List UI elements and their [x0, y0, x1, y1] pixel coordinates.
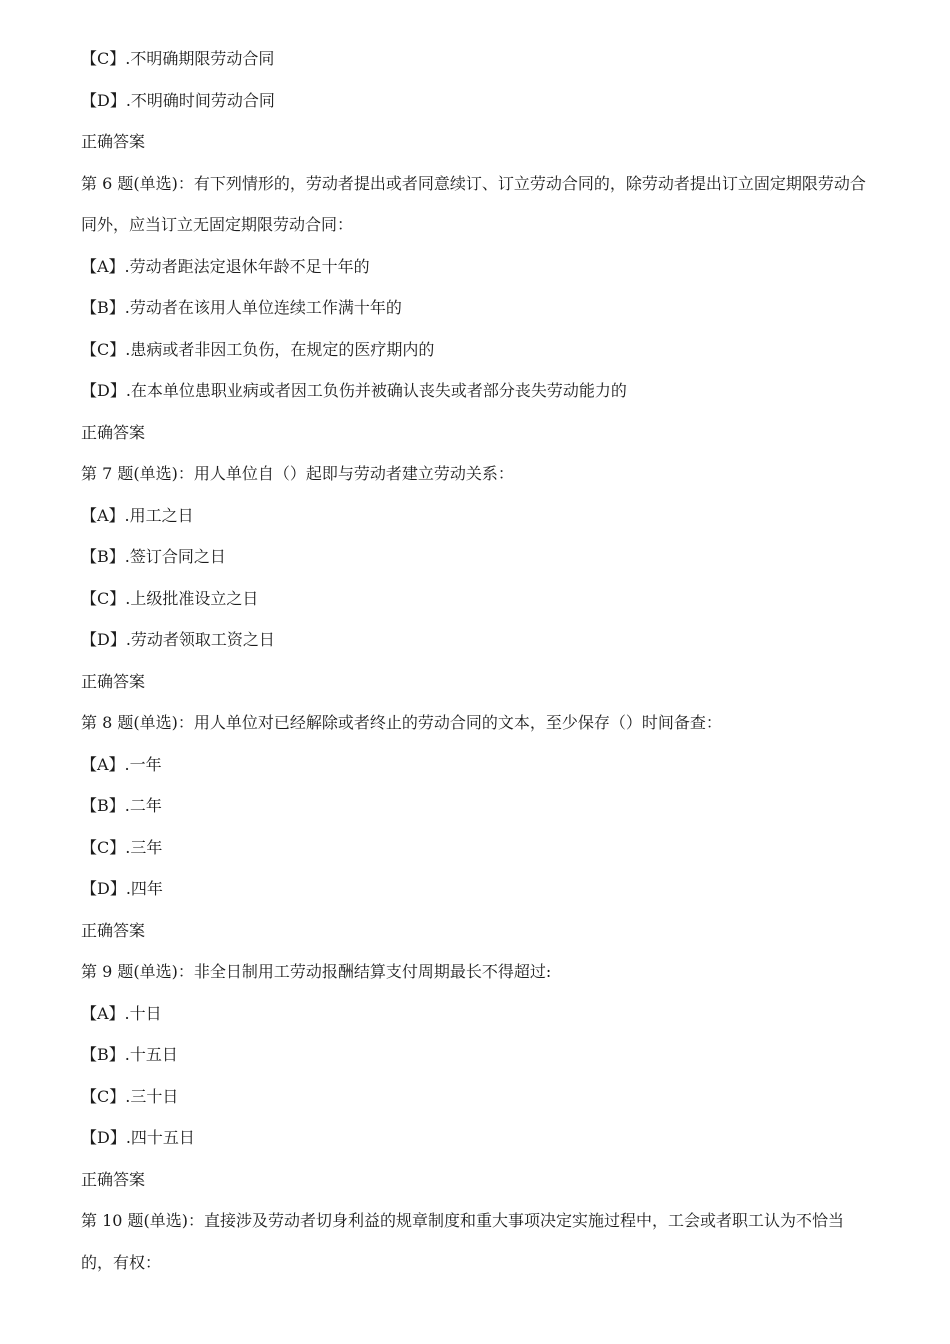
question-6-text: 第 6 题(单选)：有下列情形的，劳动者提出或者同意续订、订立劳动合同的，除劳动者提出订立固定期限劳动合同外，应当订立无固定期限劳动合同： — [81, 173, 866, 234]
question-9-text: 第 9 题(单选)：非全日制用工劳动报酬结算支付周期最长不得超过: — [81, 962, 552, 981]
question-7-option-b: 【B】.签订合同之日 — [81, 547, 226, 566]
question-8-option-b: 【B】.二年 — [81, 796, 162, 815]
question-7-option-c: 【C】.上级批准设立之日 — [81, 588, 259, 608]
question-7-option-a: 【A】.用工之日 — [81, 505, 194, 525]
question-7-text: 第 7 题(单选)：用人单位自（）起即与劳动者建立劳动关系： — [81, 464, 514, 483]
question-9-option-d: 【D】.四十五日 — [81, 1128, 195, 1147]
question-6-option-a: 【A】.劳动者距法定退休年龄不足十年的 — [81, 256, 370, 276]
question-6-option-c: 【C】.患病或者非因工负伤，在规定的医疗期内的 — [81, 339, 435, 359]
question-6-option-b: 【B】.劳动者在该用人单位连续工作满十年的 — [81, 298, 402, 317]
pre-option-c: 【C】.不明确期限劳动合同 — [81, 49, 275, 68]
question-9-answer-label: 正确答案 — [81, 1169, 146, 1189]
answer-label: 正确答案 — [81, 132, 146, 151]
question-8-option-d: 【D】.四年 — [81, 879, 163, 898]
question-7-option-d: 【D】.劳动者领取工资之日 — [81, 630, 275, 649]
question-8-option-a: 【A】.一年 — [81, 754, 162, 774]
question-9-option-a: 【A】.十日 — [81, 1003, 162, 1023]
question-8-answer-label: 正确答案 — [81, 920, 146, 940]
question-8-text: 第 8 题(单选)：用人单位对已经解除或者终止的劳动合同的文本，至少保存（）时间备查： — [81, 713, 722, 732]
question-9-option-c: 【C】.三十日 — [81, 1086, 179, 1106]
document-page — [81, 38, 871, 1283]
question-6-option-d: 【D】.在本单位患职业病或者因工负伤并被确认丧失或者部分丧失劳动能力的 — [81, 381, 627, 400]
question-6-answer-label: 正确答案 — [81, 422, 146, 442]
question-10-text: 第 10 题(单选)：直接涉及劳动者切身利益的规章制度和重大事项决定实施过程中，工会或者职工认为不恰当的，有权： — [81, 1211, 845, 1272]
question-7-answer-label: 正确答案 — [81, 671, 146, 691]
pre-option-d: 【D】.不明确时间劳动合同 — [81, 90, 275, 110]
question-8-option-c: 【C】.三年 — [81, 837, 163, 857]
question-9-option-b: 【B】.十五日 — [81, 1045, 178, 1064]
